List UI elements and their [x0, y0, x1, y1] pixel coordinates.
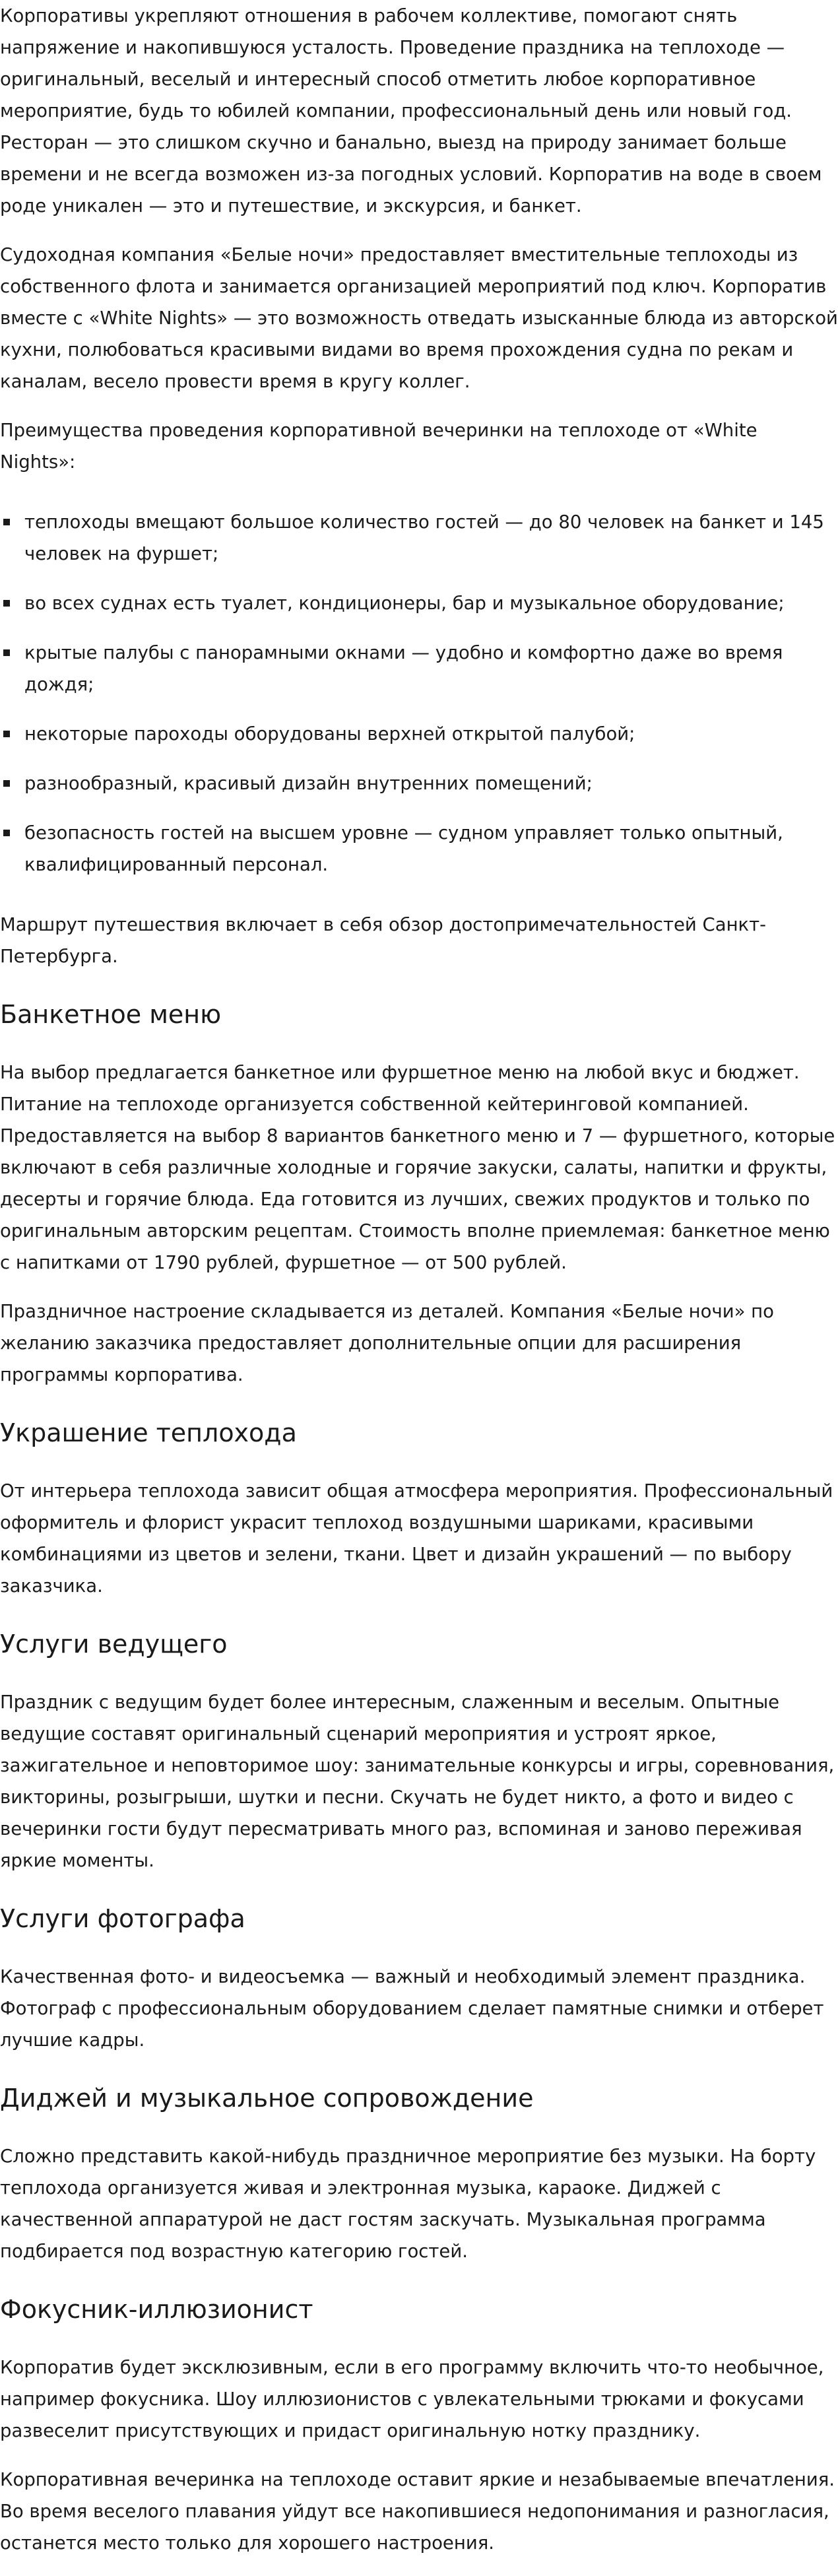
- section-heading-dj: Диджей и музыкальное сопровождение: [0, 2084, 534, 2113]
- section-paragraph: Корпоратив будет эксклюзивным, если в его программу включить что-то необычное, например фокусника. Шоу иллюзионистов с увлекательными трюками и фокусами развеселит присутствующих и придаст оригинальную нотку празднику.: [0, 2357, 824, 2441]
- section-paragraph: Праздничное настроение складывается из деталей. Компания «Белые ночи» по желанию заказчика предоставляет дополнительные опции для расширения программы корпоратива.: [0, 1301, 774, 1385]
- square-bullet-icon: [3, 600, 10, 607]
- list-item: [0, 817, 838, 880]
- section-heading-photographer: Услуги фотографа: [0, 1904, 245, 1933]
- section-heading-banquet-menu: Банкетное меню: [0, 1000, 222, 1029]
- section-paragraph: На выбор предлагается банкетное или фуршетное меню на любой вкус и бюджет. Питание на теплоходе организуется собственной кейтеринговой компанией. Предоставляется на выбор 8 вариантов банкетного меню и 7 — фуршетного, которые включают в себя различные холодные и горячие закуски, салаты, напитки и фрукты, десерты и горячие блюда. Еда готовится из лучших, свежих продуктов и только по оригинальным авторским рецептам. Стоимость вполне приемлемая: банкетное меню с напитками от 1790 рублей, фуршетное — от 500 рублей.: [0, 1062, 835, 1273]
- section-paragraph: От интерьера теплохода зависит общая атмосфера мероприятия. Профессиональный оформитель и флорист украсит теплоход воздушными шариками, красивыми комбинациями из цветов и зелени, ткани. Цвет и дизайн украшений — по выбору заказчика.: [0, 1480, 833, 1597]
- advantages-list: [0, 506, 838, 880]
- square-bullet-icon: [3, 830, 10, 836]
- list-item-text: некоторые пароходы оборудованы верхней открытой палубой;: [24, 723, 635, 744]
- advantages-intro: Преимущества проведения корпоративной вечеринки на теплоходе от «White Nights»:: [0, 420, 757, 473]
- intro-paragraph: Судоходная компания «Белые ночи» предоставляет вместительные теплоходы из собственного флота и занимается организацией мероприятий под ключ. Корпоратив вместе с «White Nights» — это возможность отведать изысканные блюда из авторской кухни, полюбоваться красивыми видами во время прохождения судна по рекам и каналам, весело провести время в кругу коллег.: [0, 244, 838, 392]
- square-bullet-icon: [3, 731, 10, 737]
- list-item: [0, 506, 838, 570]
- intro-paragraph: Корпоративы укрепляют отношения в рабочем коллективе, помогают снять напряжение и накопившуюся усталость. Проведение праздника на теплоходе — оригинальный, веселый и интересный способ отметить любое корпоративное мероприятие, будь то юбилей компании, профессиональный день или новый год. Ресторан — это слишком скучно и банально, выезд на природу занимает больше времени и не всегда возможен из-за погодных условий. Корпоратив на воде в своем роде уникален — это и путешествие, и экскурсия, и банкет.: [0, 5, 822, 216]
- list-item-text: теплоходы вмещают большое количество гостей — до 80 человек на банкет и 145 человек на фуршет;: [24, 512, 824, 564]
- section-heading-magician: Фокусник-иллюзионист: [0, 2295, 313, 2324]
- section-paragraph: Качественная фото- и видеосъемка — важный и необходимый элемент праздника. Фотограф с профессиональным оборудованием сделает памятные снимки и отберет лучшие кадры.: [0, 1966, 824, 2051]
- section-heading-host: Услуги ведущего: [0, 1630, 228, 1659]
- list-item-text: безопасность гостей на высшем уровне — судном управляет только опытный, квалифицированный персонал.: [24, 822, 783, 875]
- square-bullet-icon: [3, 519, 10, 525]
- list-item-text: крытые палубы с панорамными окнами — удобно и комфортно даже во время дождя;: [24, 642, 783, 695]
- square-bullet-icon: [3, 780, 10, 787]
- square-bullet-icon: [3, 649, 10, 656]
- section-paragraph: Праздник с ведущим будет более интересным, слаженным и веселым. Опытные ведущие составят оригинальный сценарий мероприятия и устроят яркое, зажигательное и неповторимое шоу: занимательные конкурсы и игры, соревнования, викторины, розыгрыши, шутки и песни. Скучать не будет никто, а фото и видео с вечеринки гости будут пересматривать много раз, вспоминая и заново переживая яркие моменты.: [0, 1692, 835, 1871]
- route-paragraph: Маршрут путешествия включает в себя обзор достопримечательностей Санкт-Петербурга.: [0, 914, 767, 967]
- list-item: [0, 637, 838, 700]
- list-item-text: во всех суднах есть туалет, кондиционеры, бар и музыкальное оборудование;: [24, 593, 785, 614]
- list-item: [0, 587, 838, 619]
- closing-paragraph: Корпоративная вечеринка на теплоходе оставит яркие и незабываемые впечатления. Во время веселого плавания уйдут все накопившиеся недопонимания и разногласия, останется место только для хорошего настроения.: [0, 2469, 835, 2554]
- section-heading-decoration: Украшение теплохода: [0, 1418, 297, 1447]
- section-paragraph: Сложно представить какой-нибудь праздничное мероприятие без музыки. На борту теплохода организуется живая и электронная музыка, караоке. Диджей с качественной аппаратурой не даст гостям заскучать. Музыкальная программа подбирается под возрастную категорию гостей.: [0, 2146, 816, 2262]
- list-item: [0, 718, 838, 750]
- list-item-text: разнообразный, красивый дизайн внутренних помещений;: [24, 773, 593, 794]
- list-item: [0, 768, 838, 799]
